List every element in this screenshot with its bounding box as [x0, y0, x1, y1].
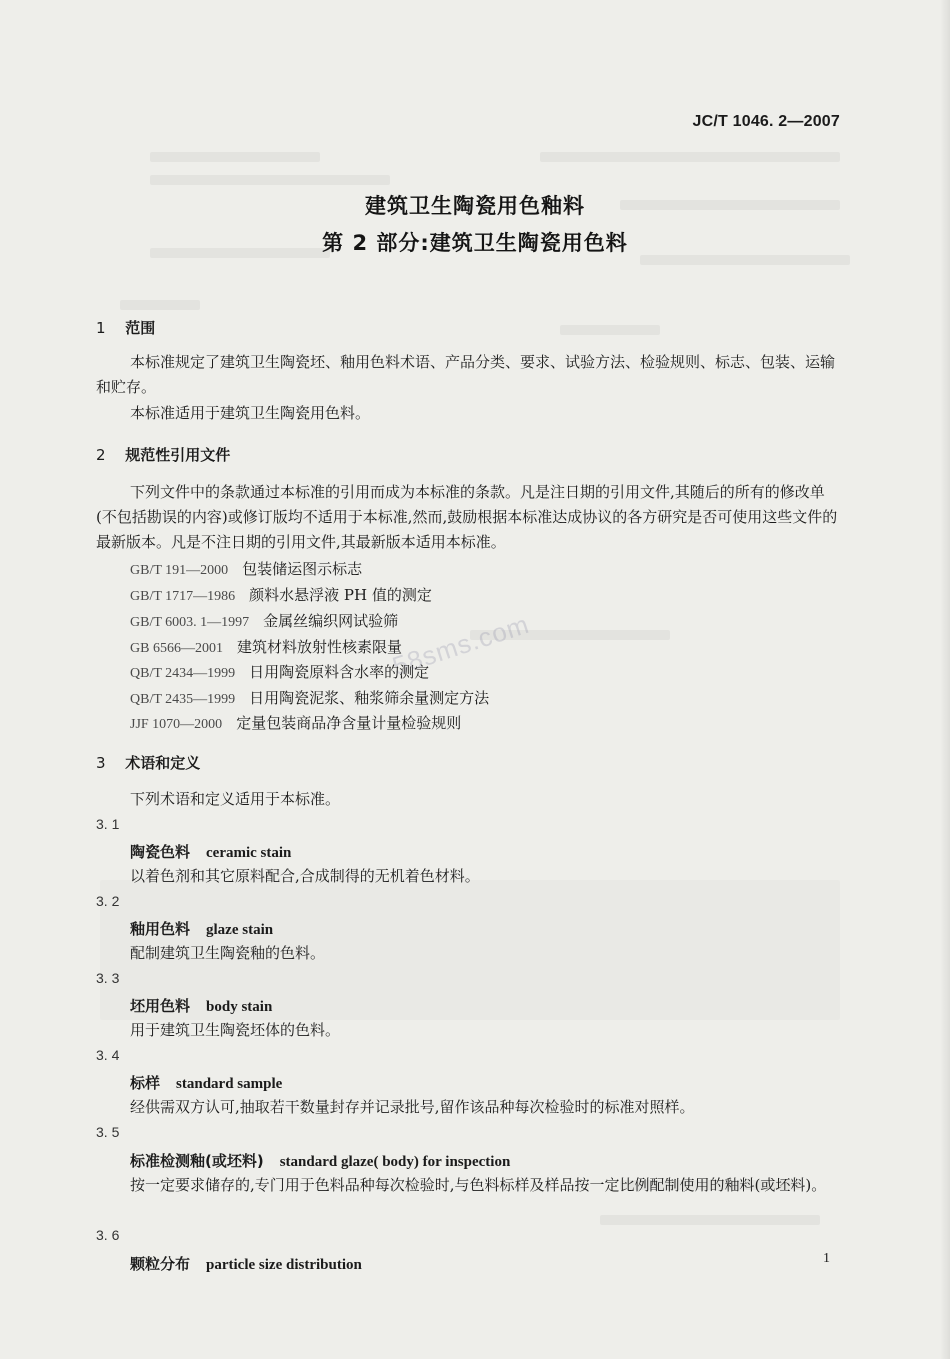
- reference-title: 包装储运图示标志: [242, 560, 363, 578]
- section-title: 范围: [125, 319, 156, 337]
- reference-title: 建筑材料放射性核素限量: [236, 638, 402, 656]
- reference-item: [130, 636, 402, 657]
- paragraph: 本标准规定了建筑卫生陶瓷坯、釉用色料术语、产品分类、要求、试验方法、检验规则、标志、包装、运输和贮存。: [96, 353, 836, 396]
- show-through: [600, 1215, 820, 1225]
- section-number: 3: [96, 754, 106, 772]
- term-definition: 经供需双方认可,抽取若干数量封存并记录批号,留作该品种每次检验时的标准对照样。: [130, 1098, 695, 1116]
- reference-item: [130, 610, 398, 631]
- reference-code: QB/T 2435—1999: [130, 692, 236, 707]
- term-entry: [130, 1253, 362, 1274]
- section-title: 规范性引用文件: [125, 446, 231, 464]
- reference-item: [130, 558, 362, 579]
- reference-item: [130, 661, 429, 682]
- reference-code: JJF 1070—2000: [130, 717, 223, 732]
- reference-title: 日用陶瓷泥浆、釉浆筛余量测定方法: [249, 689, 490, 707]
- term-english: particle size distribution: [206, 1257, 362, 1273]
- term-entry: [130, 1150, 510, 1171]
- reference-code: QB/T 2434—1999: [130, 666, 236, 681]
- page-edge-shadow: [940, 0, 950, 1359]
- term-chinese: 陶瓷色料: [130, 843, 191, 861]
- show-through: [540, 152, 840, 162]
- page-number: 1: [823, 1251, 830, 1266]
- clause-number: 3. 3: [96, 970, 120, 986]
- reference-code: GB/T 6003. 1—1997: [130, 615, 250, 630]
- show-through: [150, 175, 390, 185]
- reference-item: [130, 584, 432, 605]
- term-entry: [130, 1072, 282, 1093]
- term-chinese: 釉用色料: [130, 920, 191, 938]
- clause-number: 3. 5: [96, 1124, 120, 1140]
- term-definition: 配制建筑卫生陶瓷釉的色料。: [130, 944, 326, 962]
- term-english: standard sample: [176, 1076, 283, 1092]
- reference-title: 金属丝编织网试验筛: [263, 612, 399, 630]
- term-chinese: 标样: [130, 1074, 161, 1092]
- term-entry: [130, 918, 273, 939]
- watermark: 58sms.com: [388, 608, 533, 682]
- clause-number: 3. 6: [96, 1227, 120, 1243]
- term-definition: 用于建筑卫生陶瓷坯体的色料。: [130, 1021, 341, 1039]
- section-heading-normative-references: [96, 444, 230, 465]
- document-subtitle: 第 2 部分:建筑卫生陶瓷用色料: [322, 231, 628, 255]
- term-chinese: 标准检测釉(或坯料): [130, 1152, 264, 1170]
- reference-code: GB 6566—2001: [130, 641, 223, 656]
- term-english: standard glaze( body) for inspection: [279, 1154, 511, 1170]
- paragraph: 下列术语和定义适用于本标准。: [130, 790, 341, 808]
- section-number: 2: [96, 446, 106, 464]
- clause-number: 3. 2: [96, 893, 120, 909]
- term-entry: [130, 841, 291, 862]
- reference-title: 颜料水悬浮液 PH 值的测定: [249, 586, 432, 604]
- section-heading-terms-definitions: [96, 752, 200, 773]
- term-english: body stain: [206, 999, 273, 1015]
- paragraph: 下列文件中的条款通过本标准的引用而成为本标准的条款。凡是注日期的引用文件,其随后的所有的修改单(不包括勘误的内容)或修订版均不适用于本标准,然而,鼓励根据本标准达成协议的各方研究是否可使用这些文件的最新版本。凡是不注日期的引用文件,其最新版本适用本标准。: [96, 483, 838, 551]
- reference-title: 定量包装商品净含量计量检验规则: [236, 714, 462, 732]
- paragraph: 本标准适用于建筑卫生陶瓷用色料。: [130, 404, 371, 422]
- document-title: 建筑卫生陶瓷用色釉料: [365, 194, 585, 218]
- term-english: glaze stain: [206, 922, 274, 938]
- term-definition: 按一定要求储存的,专门用于色料品种每次检验时,与色料标样及样品按一定比例配制使用的釉料(或坯料)。: [130, 1176, 827, 1194]
- term-definition: 以着色剂和其它原料配合,合成制得的无机着色材料。: [130, 867, 480, 885]
- term-chinese: 坯用色料: [130, 997, 191, 1015]
- term-chinese: 颗粒分布: [130, 1255, 191, 1273]
- section-number: 1: [96, 319, 106, 337]
- show-through: [560, 325, 660, 335]
- show-through: [120, 300, 200, 310]
- show-through: [150, 152, 320, 162]
- reference-code: GB/T 1717—1986: [130, 589, 236, 604]
- section-title: 术语和定义: [125, 754, 201, 772]
- reference-item: [130, 712, 461, 733]
- reference-item: [130, 687, 489, 708]
- standard-code: JC/T 1046. 2—2007: [692, 113, 840, 130]
- term-entry: [130, 995, 272, 1016]
- reference-title: 日用陶瓷原料含水率的测定: [249, 663, 430, 681]
- term-english: ceramic stain: [206, 845, 292, 861]
- clause-number: 3. 1: [96, 816, 120, 832]
- section-heading-scope: [96, 317, 155, 338]
- clause-number: 3. 4: [96, 1047, 120, 1063]
- reference-code: GB/T 191—2000: [130, 563, 229, 578]
